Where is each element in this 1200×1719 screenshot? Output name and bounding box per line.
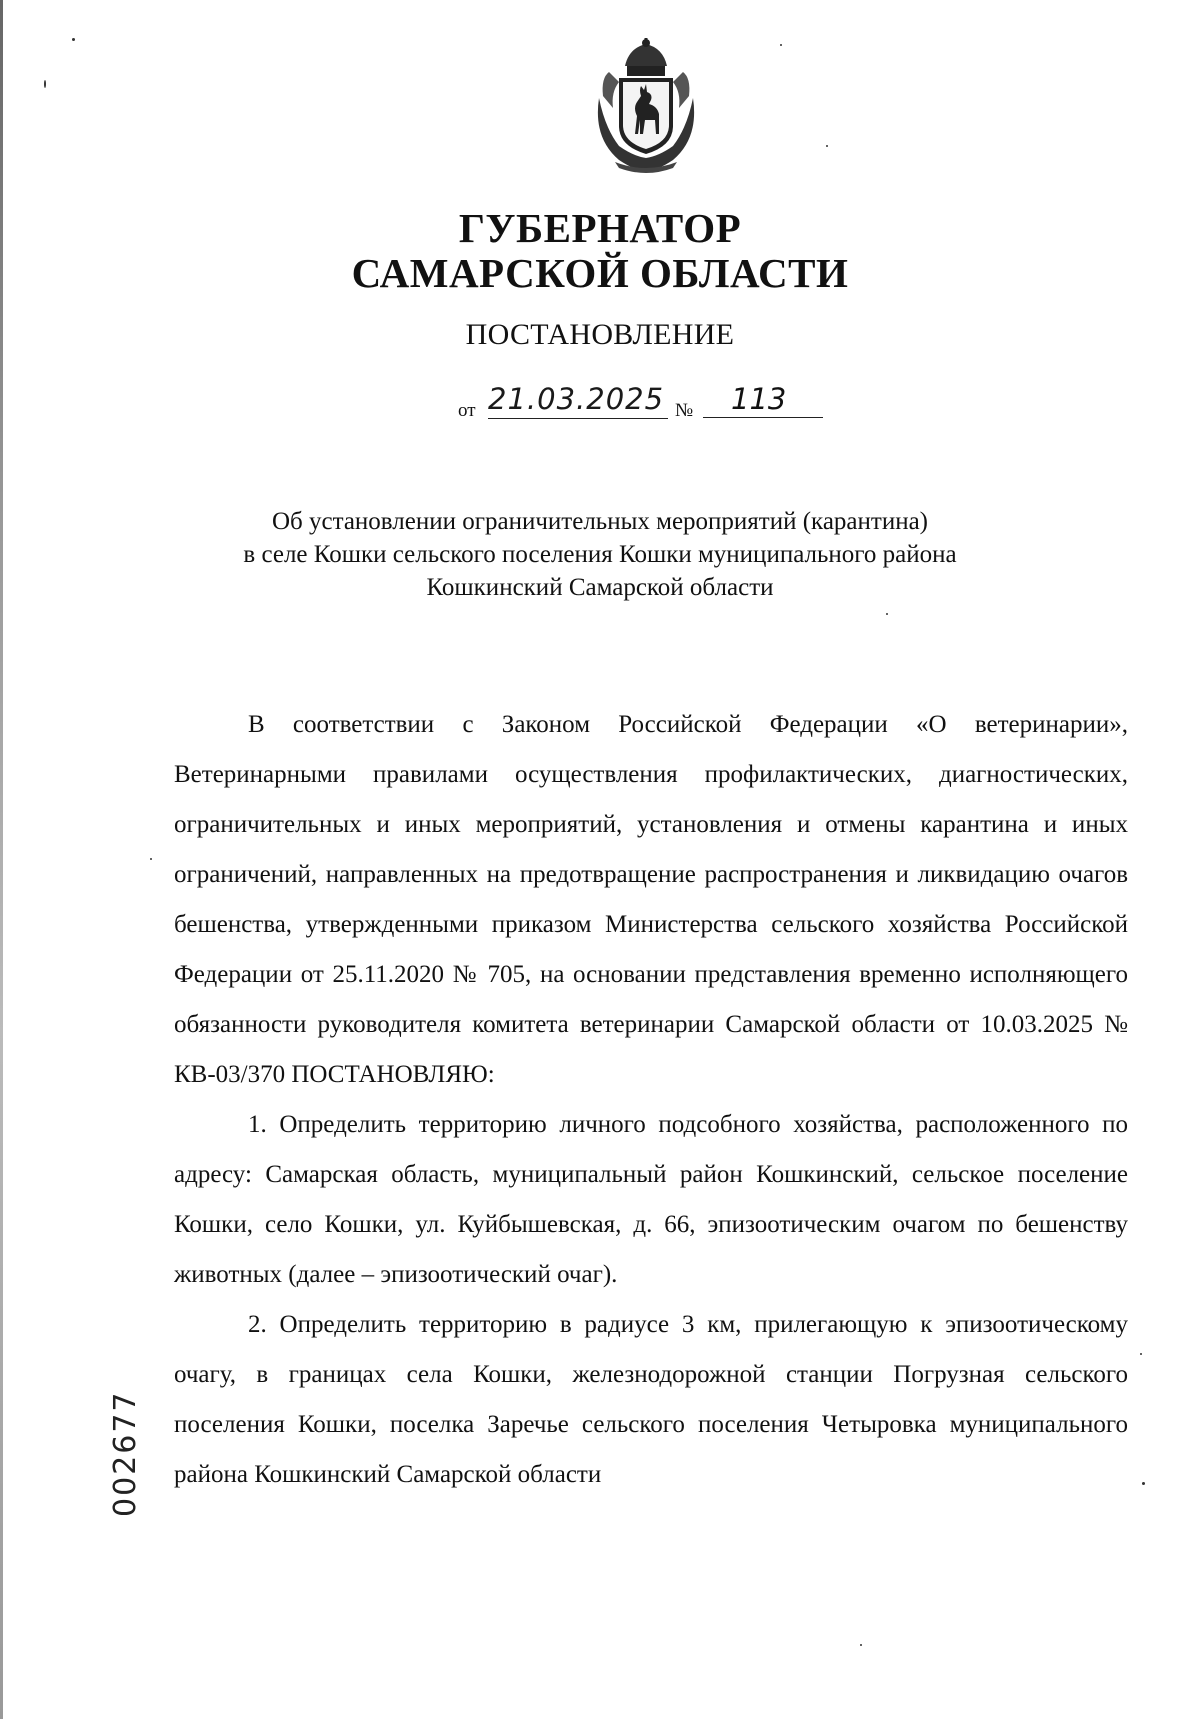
subject-line: в селе Кошки сельского поселения Кошки муниципального района xyxy=(243,541,957,568)
scan-speck xyxy=(72,38,75,41)
number-label: № xyxy=(675,400,694,421)
document-subject xyxy=(0,505,1200,604)
scan-speck xyxy=(150,858,152,860)
handwritten-date: 21.03.2025 xyxy=(488,382,668,419)
date-number-line xyxy=(458,382,858,422)
samara-coat-of-arms-icon xyxy=(589,38,704,173)
scan-speck xyxy=(826,145,828,147)
scan-speck xyxy=(780,44,782,46)
scan-speck xyxy=(1142,1482,1145,1485)
preamble-paragraph: В соответствии с Законом Российской Федерации «О ветеринарии», Ветеринарными правилами осуществления профилактических, диагностических, ограничительных и иных мероприятий, установления и отмены карантина и иных ограничений, направленных на предотвращение распространения и ликвидацию очагов бешенства, утвержденными приказом Министерства сельского хозяйства Российской Федерации от 25.11.2020 № 705, на основании представления временно исполняющего обязанности руководителя комитета ветеринарии Самарской области от 10.03.2025 № КВ-03/370 ПОСТАНОВЛЯЮ: xyxy=(174,711,1128,1088)
issuer-title-line1: ГУБЕРНАТОР xyxy=(458,205,742,251)
document-body xyxy=(174,700,1128,1500)
scan-speck xyxy=(44,80,46,88)
scan-speck xyxy=(860,1644,862,1646)
subject-line: Кошкинский Самарской области xyxy=(426,574,774,601)
issuer-title-line2: САМАРСКОЙ ОБЛАСТИ xyxy=(351,250,849,296)
item-2-paragraph: 2. Определить территорию в радиусе 3 км, прилегающую к эпизоотическому очагу, в границах села Кошки, железнодорожной станции Погрузная сельского поселения Кошки, поселка Заречье сельского поселения Четыровка муниципального района Кошкинский Самарской области xyxy=(174,1311,1128,1488)
item-1-paragraph: 1. Определить территорию личного подсобного хозяйства, расположенного по адресу: Самарская область, муниципальный район Кошкинский, сельское поселение Кошки, село Кошки, ул. Куйбышевская, д. 66, эпизоотическим очагом по бешенству животных (далее – эпизоотический очаг). xyxy=(174,1111,1128,1288)
scan-speck xyxy=(886,613,888,615)
document-type: ПОСТАНОВЛЕНИЕ xyxy=(465,318,735,351)
side-registration-number: 002677 xyxy=(108,1390,143,1517)
subject-line: Об установлении ограничительных мероприятий (карантина) xyxy=(271,508,929,535)
handwritten-number: 113 xyxy=(703,382,823,418)
date-from-label: от xyxy=(458,400,476,421)
scan-speck xyxy=(1140,1353,1142,1355)
